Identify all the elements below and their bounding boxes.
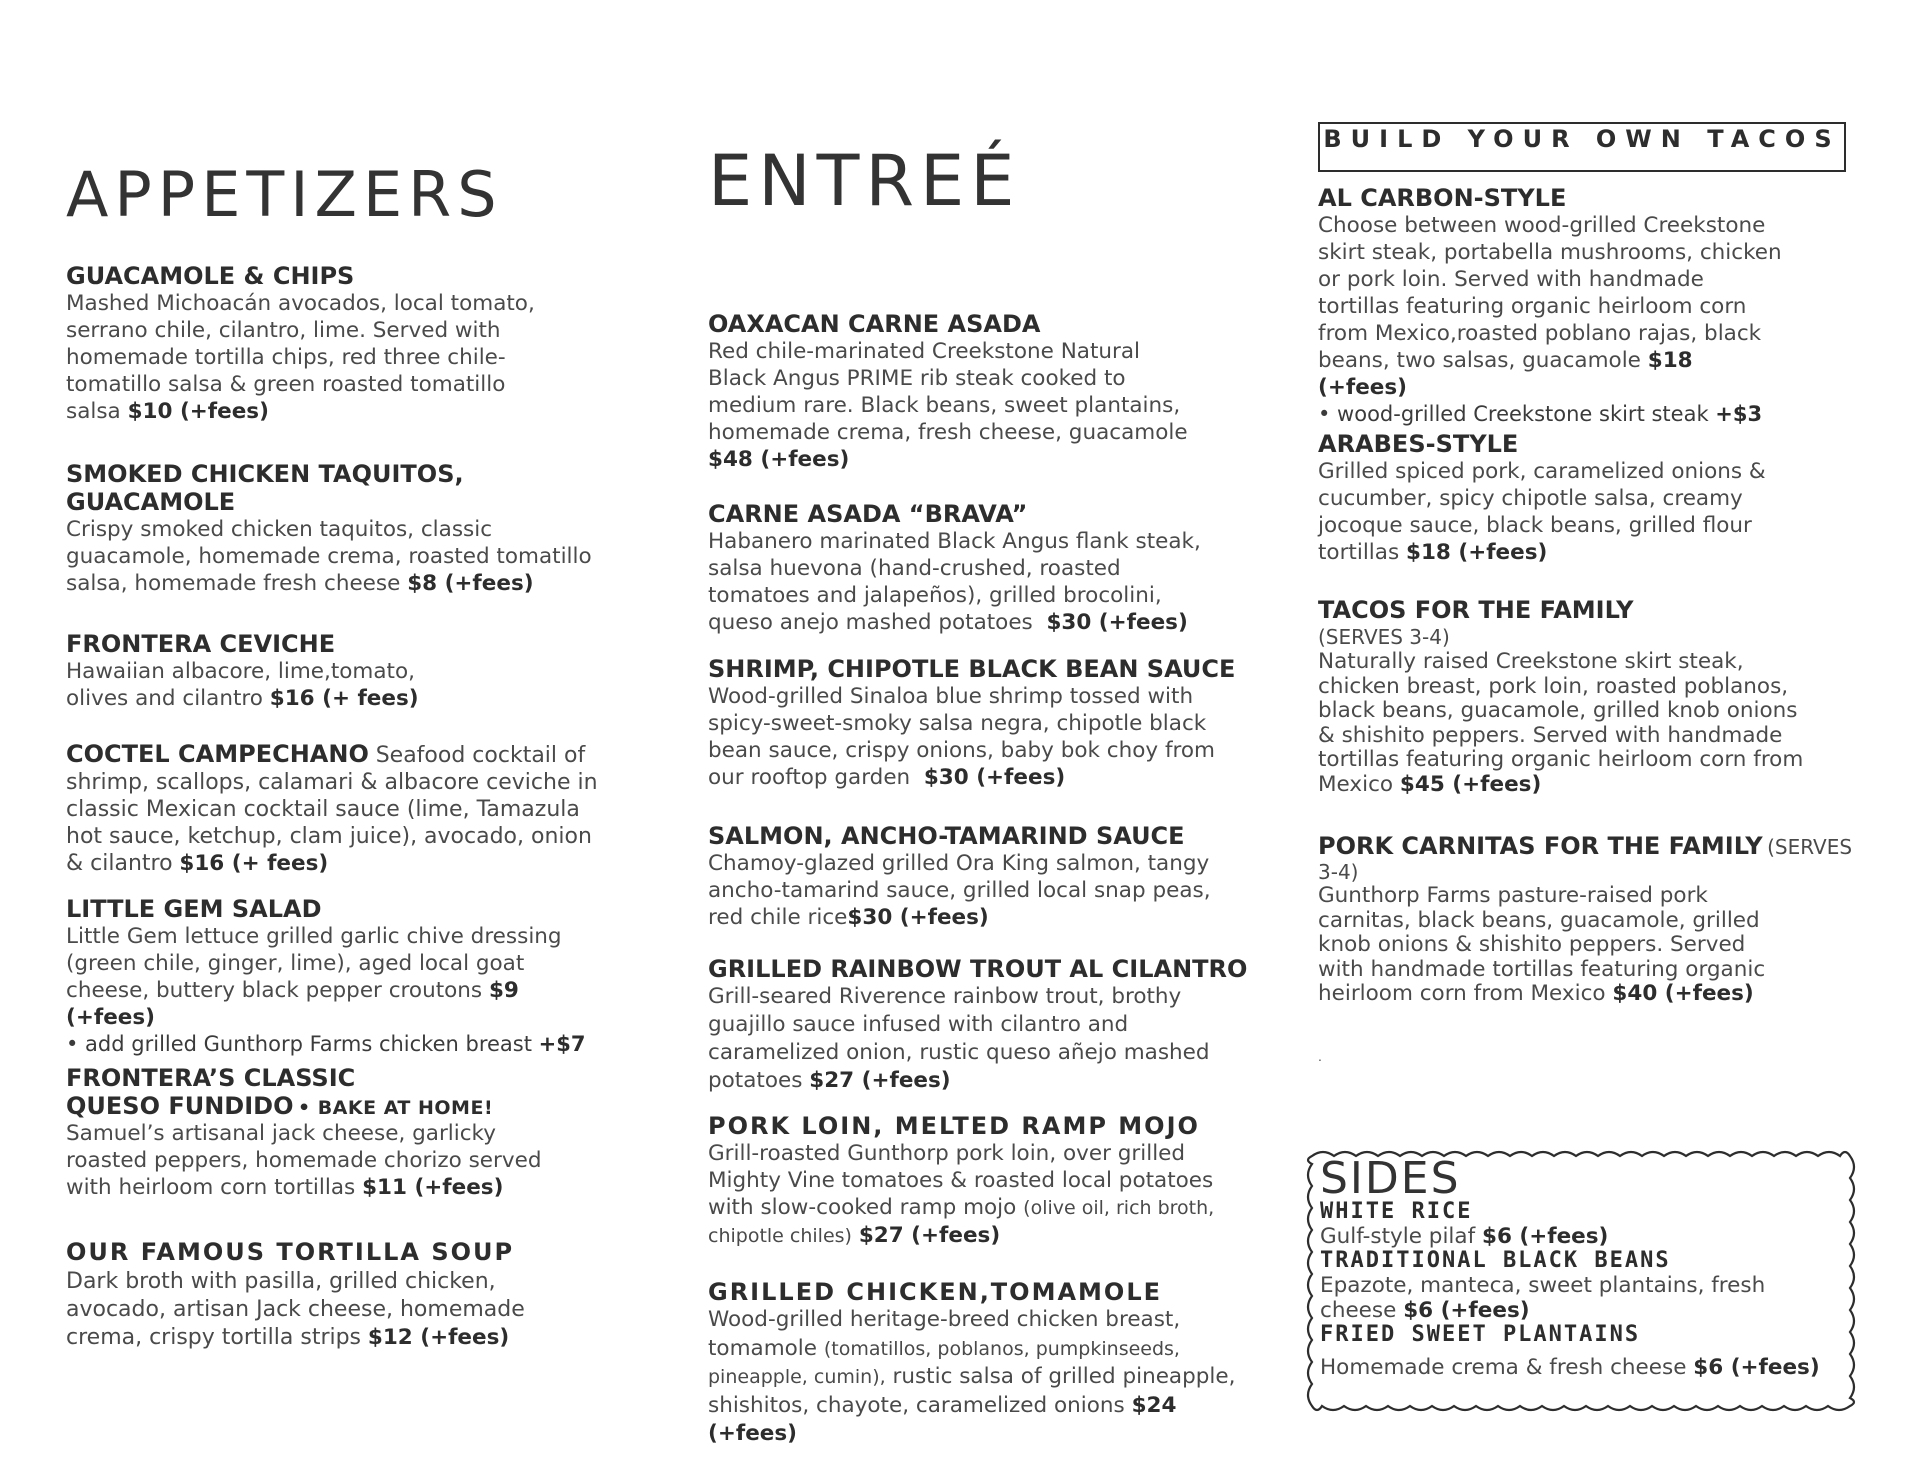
side-description: Epazote, manteca, sweet plantains, fresh cheese $6 (+fees) [1320, 1273, 1766, 1323]
item-price: $30 (+fees) [923, 765, 1066, 790]
sides-title: SIDES [1320, 1153, 1461, 1204]
item-description: Little Gem lettuce grilled garlic chive dressing (green chile, ginger, lime), aged local goat cheese, buttery black pepper croutons $9 (+fees) [66, 924, 562, 1030]
menu-item [708, 655, 1268, 791]
item-price: $40 (+fees) [1612, 981, 1754, 1006]
item-description: Grill-roasted Gunthorp pork loin, over grilled Mighty Vine tomatoes & roasted local potatoes with slow-cooked ramp mojo (olive oil, rich broth, chipotle chiles) $27 (+fees) [708, 1141, 1215, 1248]
menu-item [66, 630, 626, 712]
sides-box [1306, 1150, 1856, 1412]
item-price: $11 (+fees) [362, 1175, 504, 1200]
side-name: TRADITIONAL BLACK BEANS [1320, 1248, 1671, 1273]
menu-item [66, 460, 626, 597]
item-name: CARNE ASADA “BRAVA” [708, 500, 1028, 528]
item-price: $27 (+fees) [858, 1223, 1001, 1248]
sides-content [1320, 1153, 1840, 1380]
item-name: OAXACAN CARNE ASADA [708, 310, 1041, 338]
side-name: WHITE RICE [1320, 1199, 1473, 1224]
item-description: Gunthorp Farms pasture-raised pork carnitas, black beans, guacamole, grilled knob onions & shishito peppers. Served with handmade tortillas featuring organic heirloom corn from Mexico $40 (+fees) [1318, 883, 1766, 1006]
item-description: Grilled spiced pork, caramelized onions & cucumber, spicy chipotle salsa, creamy jocoque sauce, black beans, grilled flour tortillas $18 (+fees) [1318, 459, 1766, 565]
item-name: SHRIMP, CHIPOTLE BLACK BEAN SAUCE [708, 655, 1236, 683]
menu-item [708, 1112, 1268, 1250]
item-name: GUACAMOLE & CHIPS [66, 262, 355, 290]
menu-item [1318, 596, 1858, 797]
item-description: Choose between wood-grilled Creekstone skirt steak, portabella mushrooms, chicken or pork loin. Served with handmade tortillas featuring organic heirloom corn from Mexico,roasted poblano rajas, black beans, two salsas, guacamole $18 (+fees) [1318, 213, 1782, 400]
menu-item [1318, 832, 1858, 1007]
item-name: FRONTERA CEVICHE [66, 630, 336, 658]
side-description: Gulf-style pilaf $6 (+fees) [1320, 1224, 1609, 1249]
item-price: $9 (+fees) [66, 978, 519, 1030]
item-price: $30 (+fees) [847, 905, 989, 930]
stray-dot: . [1318, 1048, 1322, 1064]
item-name: SALMON, ANCHO-TAMARIND SAUCE [708, 822, 1185, 850]
menu-item [66, 262, 626, 425]
item-name: LITTLE GEM SALAD [66, 895, 322, 923]
side-price: $6 (+fees) [1403, 1298, 1530, 1323]
item-price: $12 (+fees) [367, 1325, 510, 1350]
item-description: Wood-grilled heritage-breed chicken breast, tomamole (tomatillos, poblanos, pumpkinseeds, pineapple, cumin), rustic salsa of grilled pineapple, shishitos, chayote, caramelized onions $24 (+fees) [708, 1307, 1236, 1446]
item-description: Hawaiian albacore, lime,tomato, olives and cilantro $16 (+ fees) [66, 659, 419, 711]
item-name: SMOKED CHICKEN TAQUITOS, GUACAMOLE [66, 460, 464, 516]
menu-item [1318, 184, 1858, 428]
serves-note: (SERVES 3-4) [1318, 625, 1450, 649]
item-description: Mashed Michoacán avocados, local tomato, serrano chile, cilantro, lime. Served with homemade tortilla chips, red three chile-tomatillo salsa & green roasted tomatillo salsa $10 (+fees) [66, 291, 535, 424]
item-name: TACOS FOR THE FAMILY [1318, 596, 1634, 624]
item-description: COCTEL CAMPECHANO Seafood cocktail of shrimp, scallops, calamari & albacore ceviche in classic Mexican cocktail sauce (lime, Tamazula hot sauce, ketchup, clam juice), avocado, onion & cilantro $16 (+ fees) [66, 740, 598, 876]
bake-at-home-note: • BAKE AT HOME! [297, 1097, 494, 1119]
item-price: $18 (+fees) [1406, 540, 1548, 565]
serves-note: (SERVES 3-4) [1318, 835, 1853, 884]
item-name: FRONTERA’S CLASSIC [66, 1064, 356, 1092]
item-price: $10 (+fees) [127, 399, 269, 424]
side-price: $6 (+fees) [1693, 1355, 1820, 1380]
menu-item [708, 310, 1268, 473]
side-price: $6 (+fees) [1481, 1224, 1609, 1249]
addon-line: • add grilled Gunthorp Farms chicken breast +$7 [66, 1032, 586, 1056]
item-name: PORK CARNITAS FOR THE FAMILY [1318, 832, 1763, 860]
menu-item [708, 500, 1268, 636]
menu-item [708, 955, 1268, 1095]
item-description: Crispy smoked chicken taquitos, classic guacamole, homemade crema, roasted tomatillo salsa, homemade fresh cheese $8 (+fees) [66, 517, 592, 596]
item-description: Samuel’s artisanal jack cheese, garlicky roasted peppers, homemade chorizo served with heirloom corn tortillas $11 (+fees) [66, 1121, 542, 1200]
tacos-title: BUILD YOUR OWN TACOS [1318, 122, 1846, 172]
item-description: Chamoy-glazed grilled Ora King salmon, tangy ancho-tamarind sauce, grilled local snap peas, red chile rice$30 (+fees) [708, 851, 1211, 930]
menu-item [708, 1278, 1268, 1449]
item-name: AL CARBON-STYLE [1318, 184, 1567, 212]
menu-item [1318, 430, 1858, 566]
item-price: $16 (+ fees) [179, 851, 329, 876]
item-price: $24 (+fees) [708, 1392, 1177, 1446]
item-name: QUESO FUNDIDO [66, 1092, 294, 1120]
side-name: FRIED SWEET PLANTAINS [1320, 1322, 1641, 1347]
side-description: Homemade crema & fresh cheese $6 (+fees) [1320, 1355, 1820, 1380]
item-price: $8 (+fees) [407, 571, 534, 596]
menu-item [66, 895, 626, 1058]
item-description: Wood-grilled Sinaloa blue shrimp tossed with spicy-sweet-smoky salsa negra, chipotle black bean sauce, crispy onions, baby bok choy from our rooftop garden $30 (+fees) [708, 684, 1215, 790]
item-description: OUR FAMOUS TORTILLA SOUP Dark broth with pasilla, grilled chicken, avocado, artisan Jack cheese, homemade crema, crispy tortilla strips $12 (+fees) [66, 1238, 525, 1350]
item-description: Red chile-marinated Creekstone Natural Black Angus PRIME rib steak cooked to medium rare. Black beans, sweet plantains, homemade crema, fresh cheese, guacamole $48 (+fees) [708, 339, 1188, 472]
menu-item [66, 1238, 566, 1352]
item-name: GRILLED CHICKEN,TOMAMOLE [708, 1278, 1163, 1306]
menu-item [66, 1064, 626, 1201]
item-name: COCTEL CAMPECHANO [66, 740, 369, 768]
menu-item [708, 822, 1268, 931]
item-name: PORK LOIN, MELTED RAMP MOJO [708, 1112, 1200, 1140]
entree-title: ENTREÉ [708, 140, 1021, 222]
item-price: $27 (+fees) [809, 1068, 951, 1093]
item-description: Habanero marinated Black Angus flank steak, salsa huevona (hand-crushed, roasted tomatoes and jalapeños), grilled brocolini, queso anejo mashed potatoes $30 (+fees) [708, 529, 1201, 635]
item-price: $48 (+fees) [708, 447, 850, 472]
item-price: $16 (+ fees) [269, 686, 419, 711]
appetizers-title: APPETIZERS [66, 158, 503, 231]
item-name: GRILLED RAINBOW TROUT AL CILANTRO [708, 955, 1248, 983]
menu-item [66, 740, 606, 877]
item-description: Grill-seared Riverence rainbow trout, brothy guajillo sauce infused with cilantro and caramelized onion, rustic queso añejo mashed potatoes $27 (+fees) [708, 984, 1210, 1093]
item-name: OUR FAMOUS TORTILLA SOUP [66, 1238, 515, 1266]
item-name: ARABES-STYLE [1318, 430, 1519, 458]
item-price: $18 (+fees) [1318, 348, 1693, 400]
addon-line: • wood-grilled Creekstone skirt steak +$3 [1318, 402, 1763, 426]
item-description: Naturally raised Creekstone skirt steak, chicken breast, pork loin, roasted poblanos, black beans, guacamole, grilled knob onions & shishito peppers. Served with handmade tortillas featuring organic heirloom corn from Mexico $45 (+fees) [1318, 649, 1804, 797]
item-price: $30 (+fees) [1046, 610, 1188, 635]
item-price: $45 (+fees) [1399, 771, 1542, 797]
